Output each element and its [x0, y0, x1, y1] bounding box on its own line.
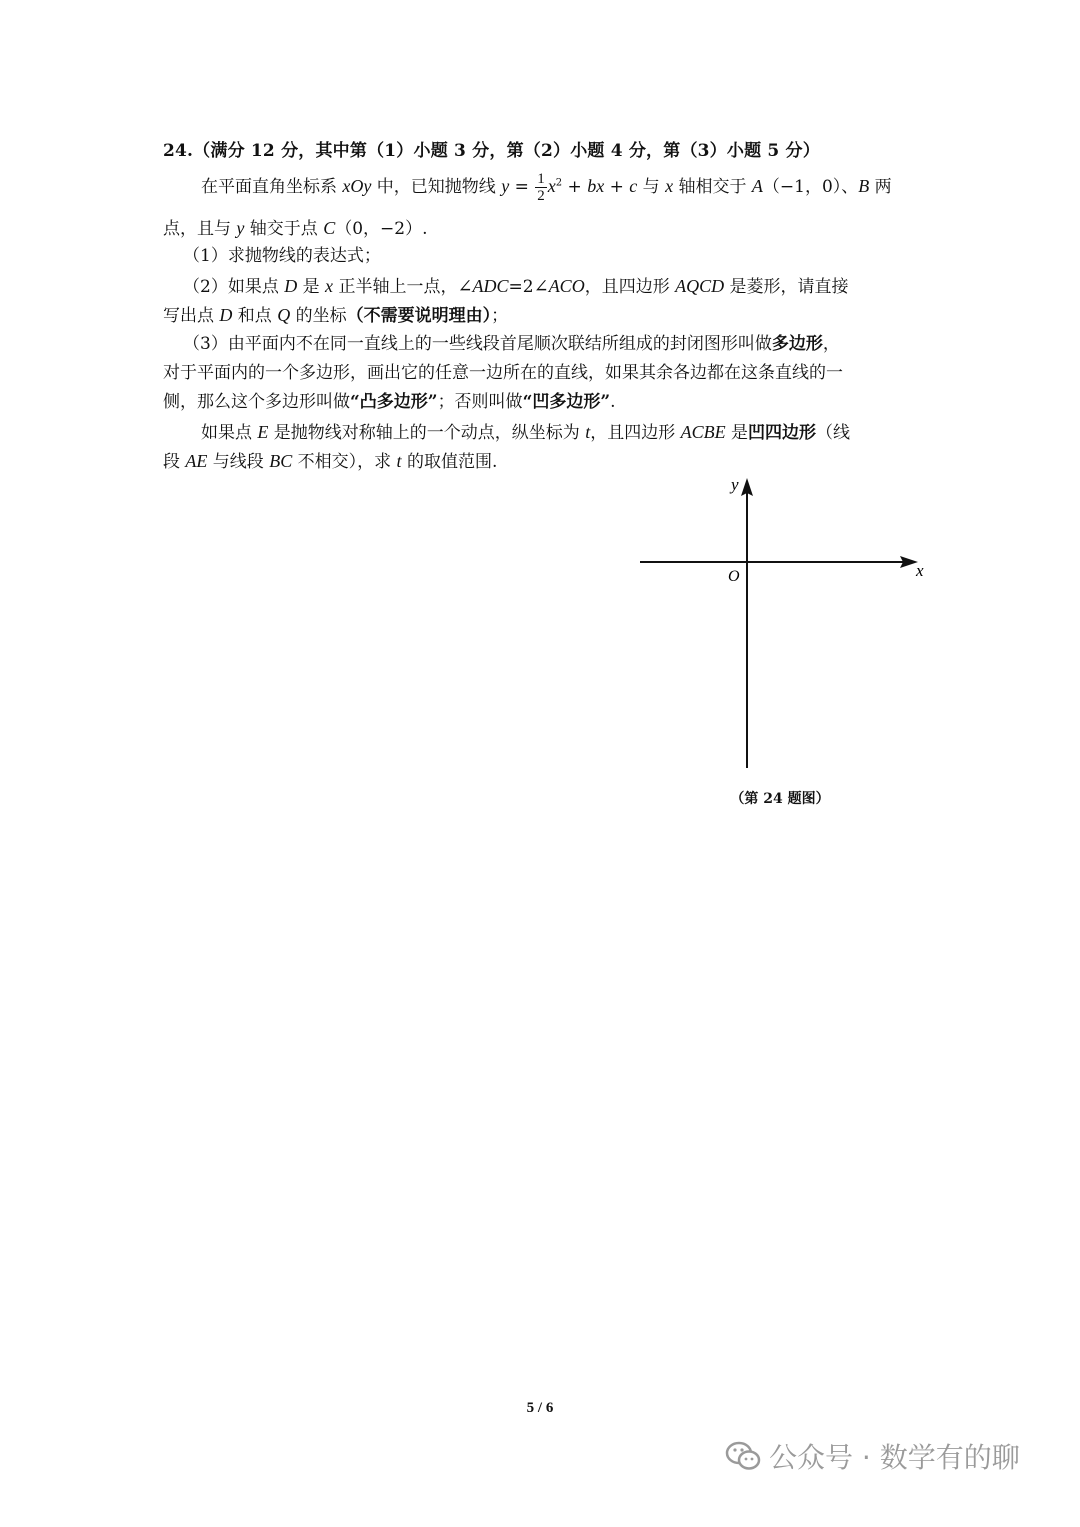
watermark [725, 1436, 1020, 1476]
part-2-line-2: 写出点 D 和点 Q 的坐标（不需要说明理由）； [163, 305, 509, 326]
intro-line-1: 在平面直角坐标系 xOy 中，已知抛物线 y = $\frac{1}{2}$ $x^2$ + bx + c 与 x 轴相交于 A（−1，0）、B 两 [201, 171, 892, 204]
y-axis-label: y [731, 475, 739, 494]
part-3-line-3: 侧，那么这个多边形叫做“凸多边形”；否则叫做“凹多边形”. [163, 392, 616, 412]
x-axis-label: x [916, 561, 924, 580]
part-3-line-1: （3）由平面内不在同一直线上的一些线段首尾顺次联结所组成的封闭图形叫做多边形， [183, 334, 840, 354]
part-2-line-1: （2）如果点 D 是 x 正半轴上一点，∠ADC=2∠ACO，且四边形 AQCD 是菱形，请直接 [183, 276, 849, 297]
figure-caption: （第 24 题图） [730, 791, 830, 807]
intro-line-2: 点，且与 y 轴交于点 C（0，−2）. [163, 218, 428, 239]
coordinate-axes-figure [630, 470, 930, 780]
part-3-line-2: 对于平面内的一个多边形，画出它的任意一边所在的直线，如果其余各边都在这条直线的一 [163, 363, 843, 383]
part-3-line-5: 段 AE 与线段 BC 不相交），求 t 的取值范围. [163, 451, 498, 472]
page-number: 5 / 6 [526, 1400, 554, 1416]
part-3-line-4: 如果点 E 是抛物线对称轴上的一个动点，纵坐标为 t，且四边形 ACBE 是凹四边形（线 [201, 422, 851, 443]
watermark-text: 公众号 · 数学有的聊 [769, 1441, 1020, 1474]
fraction-half: $\frac{1}{2}$ [537, 171, 545, 204]
question-header: 24.（满分 12 分，其中第（1）小题 3 分，第（2）小题 4 分，第（3）小题 5 分） [163, 141, 820, 161]
origin-label: O [728, 568, 740, 585]
wechat-icon [725, 1440, 761, 1472]
part-1: （1）求抛物线的表达式； [183, 246, 381, 266]
